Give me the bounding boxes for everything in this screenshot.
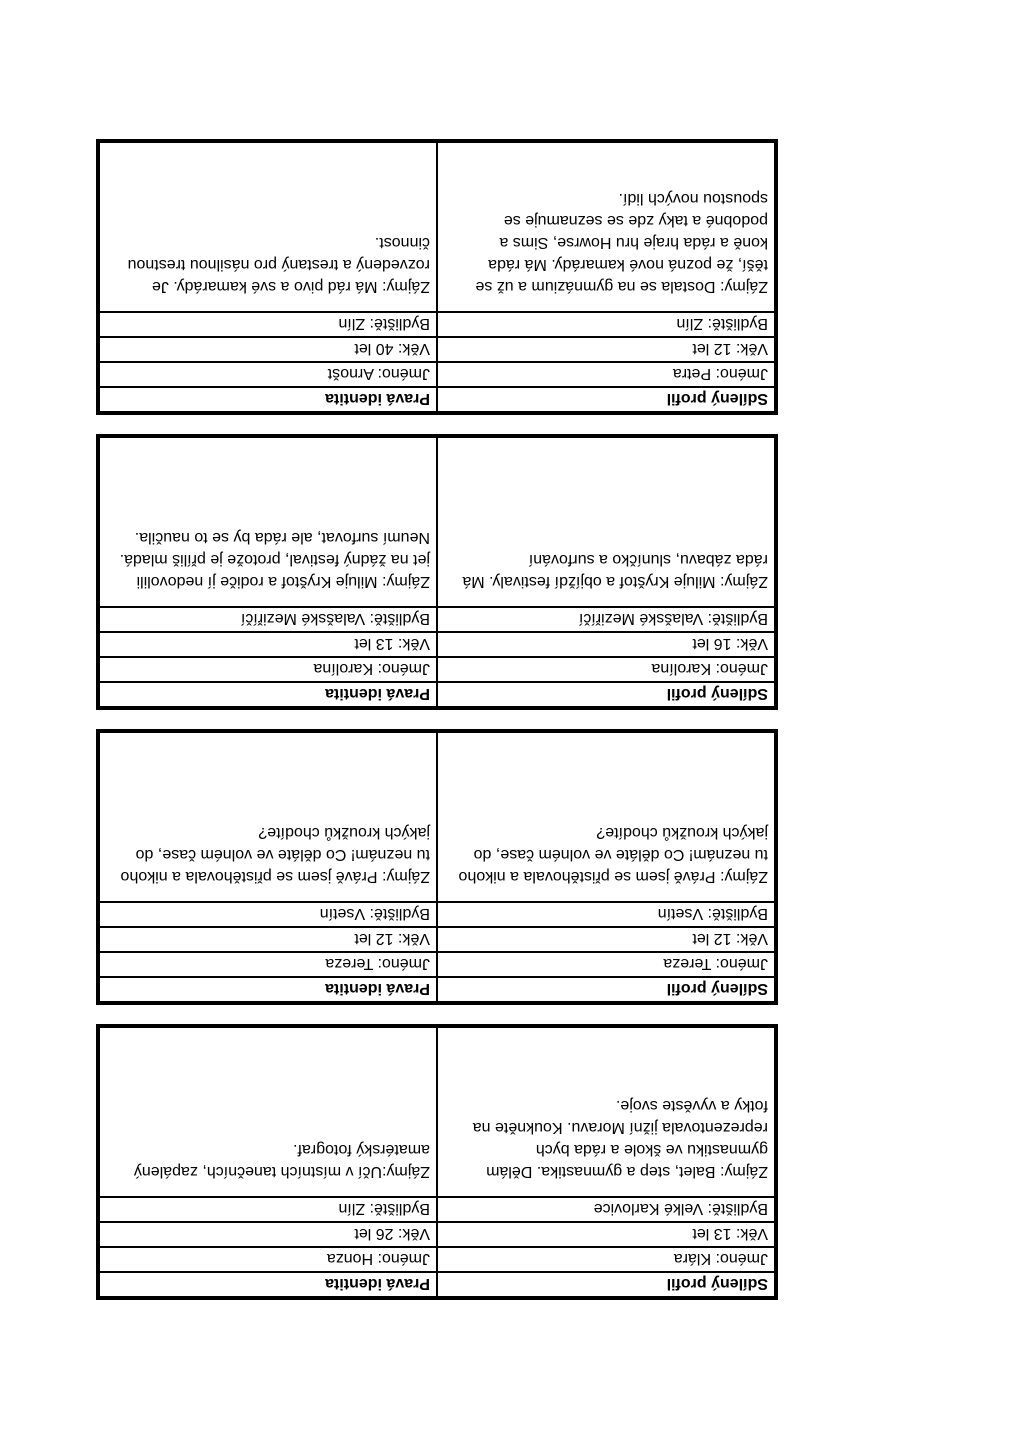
- shared-age: Věk: 12 let: [692, 930, 768, 947]
- real-identity-header: Pravá identita: [100, 683, 438, 706]
- shared-profile-header: Sdílený profil: [666, 1275, 768, 1292]
- card-content: [100, 143, 774, 411]
- name-row: [100, 361, 774, 386]
- residence-row: [100, 1196, 774, 1221]
- shared-age: Věk: 13 let: [692, 1225, 768, 1242]
- interests-row: [100, 1028, 774, 1196]
- real-name: Jméno: Karolína: [100, 658, 438, 681]
- real-residence: Bydliště: Zlín: [100, 1198, 438, 1221]
- shared-name: Jméno: Tereza: [663, 955, 768, 972]
- card-content: [100, 733, 774, 1001]
- profile-card-2: [96, 434, 778, 710]
- real-age: Věk: 12 let: [100, 928, 438, 951]
- header-row: [100, 976, 774, 1001]
- shared-residence: Bydliště: Vsetín: [657, 905, 768, 922]
- real-identity-header: Pravá identita: [100, 388, 438, 411]
- residence-row: [100, 311, 774, 336]
- header-row: [100, 386, 774, 411]
- name-row: [100, 656, 774, 681]
- residence-row: [100, 606, 774, 631]
- card-content: [100, 438, 774, 706]
- real-age: Věk: 40 let: [100, 338, 438, 361]
- residence-row: [100, 901, 774, 926]
- shared-name: Jméno: Karolína: [651, 660, 768, 677]
- age-row: [100, 1221, 774, 1246]
- name-row: [100, 951, 774, 976]
- real-interests: Zájmy: Má rád pivo a své kamarády. Je rozvedený a trestaný pro násilnou trestnou činnost.: [100, 143, 438, 311]
- age-row: [100, 336, 774, 361]
- shared-profile-header: Sdílený profil: [666, 390, 768, 407]
- real-residence: Bydliště: Valašské Meziříčí: [100, 608, 438, 631]
- shared-interests: Zájmy: Právě jsem se přistěhovala a nikoho tu neznám! Co děláte ve volném čase, do jakých kroužků chodíte?: [458, 824, 768, 885]
- shared-name: Jméno: Klára: [673, 1250, 768, 1267]
- profile-card-3: [96, 729, 778, 1005]
- shared-interests: Zájmy: Balet, step a gymnastika. Dělám gymnastiku ve škole a ráda bych reprezentovala jižní Moravu. Koukněte na fotky a vyvěste svoje.: [472, 1097, 768, 1180]
- name-row: [100, 1246, 774, 1271]
- real-interests: Zájmy: Miluje Kryštof a rodiče jí nedovolili jet na žádný festival, protože je příliš mladá. Neumí surfovat, ale ráda by se to naučila.: [100, 438, 438, 606]
- real-name: Jméno: Arnošt: [100, 363, 438, 386]
- profile-card-4: [96, 1024, 778, 1300]
- header-row: [100, 1271, 774, 1296]
- shared-name: Jméno: Petra: [672, 365, 768, 382]
- interests-row: [100, 143, 774, 311]
- shared-profile-header: Sdílený profil: [666, 685, 768, 702]
- real-age: Věk: 26 let: [100, 1223, 438, 1246]
- age-row: [100, 926, 774, 951]
- shared-interests: Zájmy: Dostala se na gymnázium a už se těší, že pozná nové kamarády. Má ráda koně a ráda hraje hru Howrse, Sims a podobné a taky zde se seznamuje se spoustou nových lidí.: [475, 190, 768, 295]
- real-interests: Zájmy:Učí v místních tanečních, zapálený amatérský fotograf.: [100, 1028, 438, 1196]
- real-residence: Bydliště: Vsetín: [100, 903, 438, 926]
- interests-row: [100, 438, 774, 606]
- profile-card-1: [96, 139, 778, 415]
- shared-interests: Zájmy: Miluje Kryštof a objíždí festivaly. Má ráda zábavu, sluníčko a surfování: [462, 551, 768, 590]
- real-identity-header: Pravá identita: [100, 1273, 438, 1296]
- age-row: [100, 631, 774, 656]
- card-content: [100, 1028, 774, 1296]
- header-row: [100, 681, 774, 706]
- shared-residence: Bydliště: Valašské Meziříčí: [578, 610, 768, 627]
- real-name: Jméno: Tereza: [100, 953, 438, 976]
- real-name: Jméno: Honza: [100, 1248, 438, 1271]
- real-identity-header: Pravá identita: [100, 978, 438, 1001]
- shared-age: Věk: 12 let: [692, 340, 768, 357]
- shared-profile-header: Sdílený profil: [666, 980, 768, 997]
- real-residence: Bydliště: Zlín: [100, 313, 438, 336]
- interests-row: [100, 733, 774, 901]
- real-age: Věk: 13 let: [100, 633, 438, 656]
- shared-age: Věk: 16 let: [692, 635, 768, 652]
- real-interests: Zájmy: Právě jsem se přistěhovala a nikoho tu neznám! Co děláte ve volném čase, do jakých kroužků chodíte?: [100, 733, 438, 901]
- shared-residence: Bydliště: Velké Karlovice: [593, 1200, 768, 1217]
- shared-residence: Bydliště: Zlín: [676, 315, 768, 332]
